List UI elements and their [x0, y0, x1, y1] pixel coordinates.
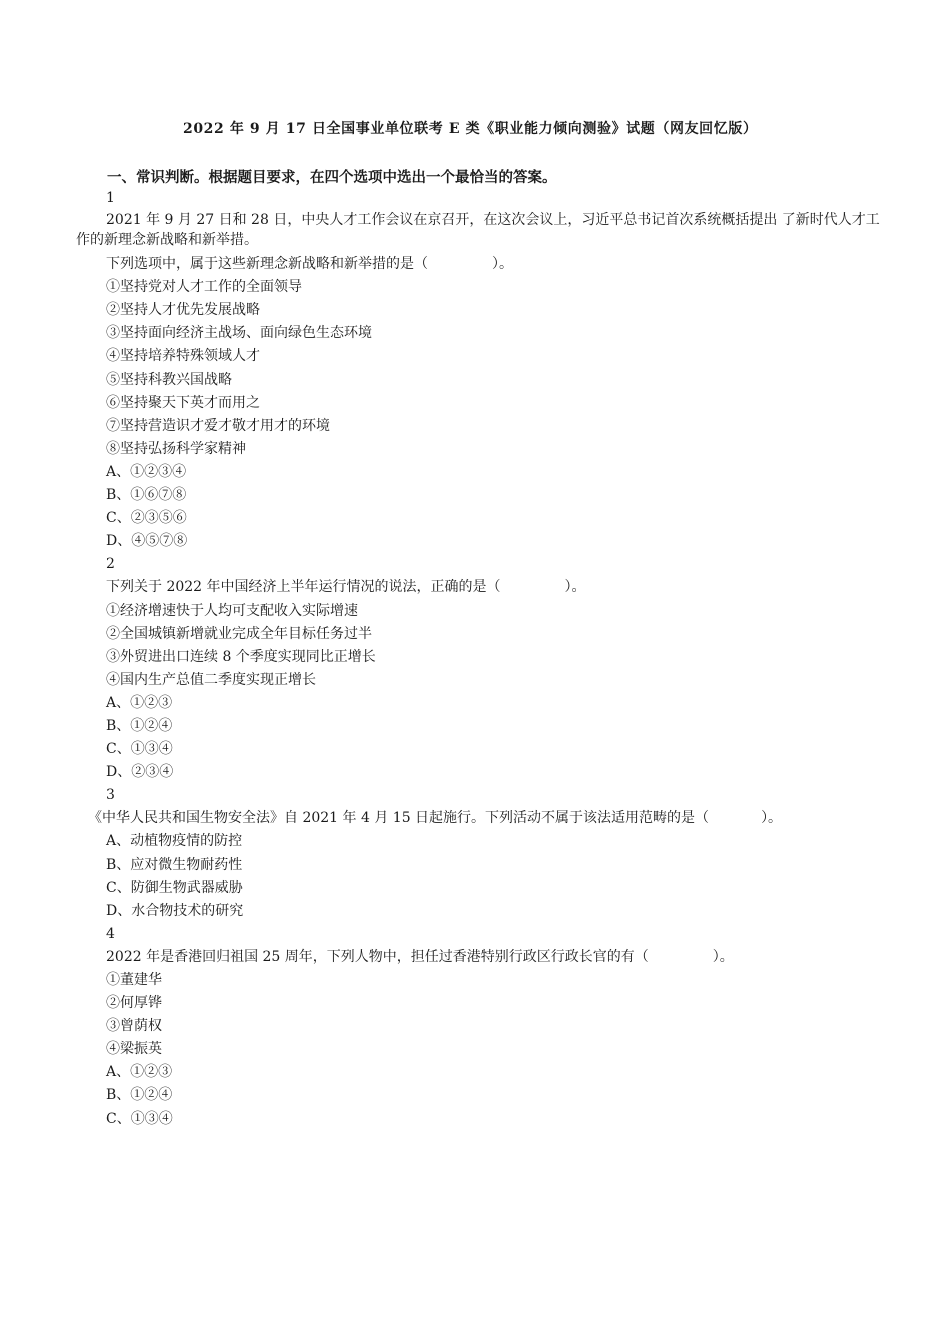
question-2: [0, 553, 950, 784]
option: B、①②④: [106, 717, 173, 734]
question-intro: 2021 年 9 月 27 日和 28 日，中央人才工作会议在京召开，在这次会议上，习近平总书记首次系统概括提出 了新时代人才工作的新理念新战略和新举措。: [76, 212, 880, 249]
option: B、①⑥⑦⑧: [106, 487, 187, 504]
statement: ①经济增速快于人均可支配收入实际增速: [106, 602, 358, 619]
statement: ②全国城镇新增就业完成全年目标任务过半: [106, 625, 372, 642]
statement: ①董建华: [106, 972, 162, 988]
statement: ①坚持党对人才工作的全面领导: [106, 279, 302, 296]
statement: ⑤坚持科教兴国战略: [106, 371, 232, 388]
question-number: 4: [106, 925, 115, 942]
option: C、②③⑤⑥: [106, 510, 187, 527]
option: C、防御生物武器威胁: [106, 879, 243, 896]
statement: ⑥坚持聚天下英才而用之: [106, 394, 260, 411]
statement: ②坚持人才优先发展战略: [106, 302, 260, 319]
statement: ③曾荫权: [106, 1018, 162, 1035]
statement: ④国内生产总值二季度实现正增长: [106, 671, 316, 688]
section-heading: 一、常识判断。根据题目要求，在四个选项中选出一个最恰当的答案。: [107, 169, 557, 186]
question-number: 1: [106, 190, 115, 206]
option: B、①②④: [106, 1087, 173, 1104]
statement: ⑦坚持营造识才爱才敬才用才的环境: [106, 417, 330, 434]
option: C、①③④: [106, 1110, 173, 1127]
option: A、①②③④: [106, 463, 187, 480]
question-list: [0, 187, 950, 1131]
question-stem: 2022 年是香港回归祖国 25 周年，下列人物中，担任过香港特别行政区行政长官的有（ ）。: [106, 948, 734, 965]
statement: ③外贸进出口连续 8 个季度实现同比正增长: [106, 648, 376, 665]
document-title: 2022 年 9 月 17 日全国事业单位联考 E 类《职业能力倾向测验》试题（网友回忆版）: [183, 121, 758, 137]
question-stem: 下列关于 2022 年中国经济上半年运行情况的说法，正确的是（ ）。: [106, 579, 586, 596]
question-stem: 《中华人民共和国生物安全法》自 2021 年 4 月 15 日起施行。下列活动不属于该法适用范畴的是（ ）。: [88, 810, 783, 827]
option: D、水合物技术的研究: [106, 902, 244, 919]
question-number: 2: [106, 556, 115, 573]
question-4: [0, 923, 950, 1131]
statement: ③坚持面向经济主战场、面向绿色生态环境: [106, 325, 372, 342]
option: C、①③④: [106, 741, 173, 758]
question-1: [0, 187, 950, 553]
question-stem: 下列选项中，属于这些新理念新战略和新举措的是（ ）。: [106, 256, 513, 273]
question-3: [0, 784, 950, 923]
question-number: 3: [106, 787, 115, 804]
option: A、动植物疫情的防控: [106, 833, 243, 850]
option: D、④⑤⑦⑧: [106, 533, 188, 550]
statement: ④坚持培养特殊领域人才: [106, 348, 260, 365]
option: D、②③④: [106, 764, 174, 781]
statement: ④梁振英: [106, 1041, 162, 1058]
statement: ②何厚铧: [106, 995, 162, 1012]
option: A、①②③: [106, 1064, 173, 1081]
statement: ⑧坚持弘扬科学家精神: [106, 440, 246, 457]
option: B、应对微生物耐药性: [106, 856, 243, 873]
option: A、①②③: [106, 694, 173, 711]
